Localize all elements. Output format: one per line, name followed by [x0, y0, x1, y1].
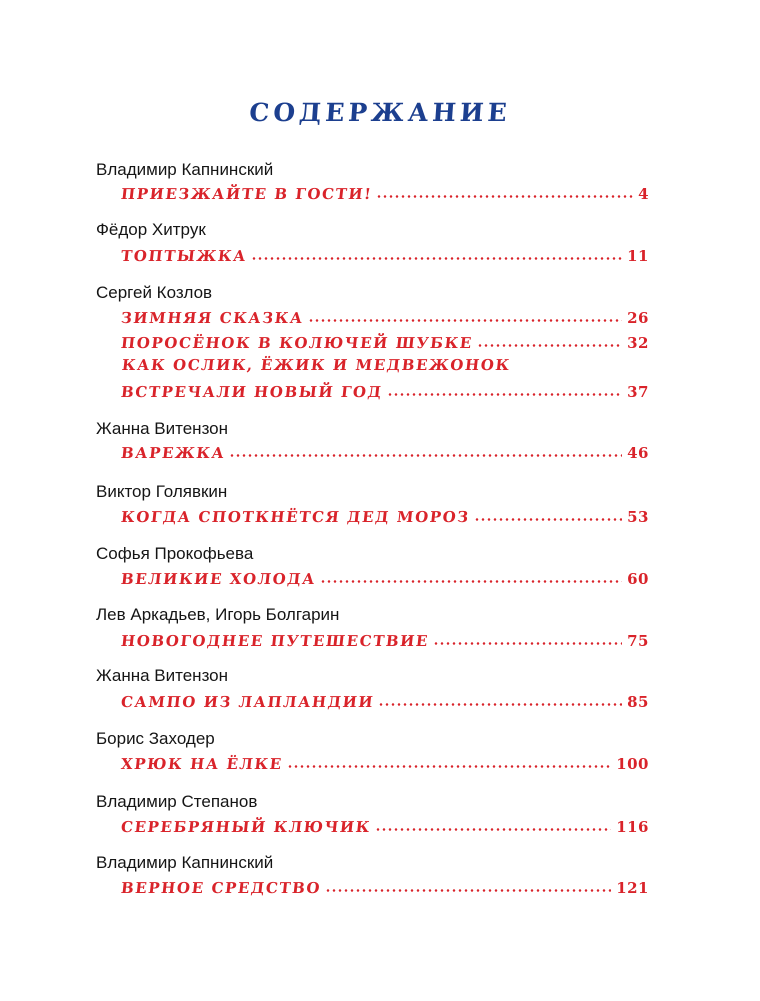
toc-entry[interactable]: [121, 379, 649, 401]
entry-title: ТОПТЫЖКА: [120, 247, 248, 265]
entry-title: ВАРЕЖКА: [120, 444, 227, 462]
toc-entry[interactable]: [121, 689, 649, 711]
dot-leader: [477, 344, 622, 347]
dot-leader: [229, 454, 622, 457]
page-number: 121: [616, 879, 649, 897]
author-name: Владимир Капнинский: [96, 853, 274, 872]
dot-leader: [376, 195, 633, 198]
entry-title: ХРЮК НА ЁЛКЕ: [120, 755, 284, 773]
page-number: 26: [627, 309, 649, 327]
page-number: 60: [627, 570, 649, 588]
author-name: Владимир Степанов: [96, 792, 258, 811]
page-title: СОДЕРЖАНИЕ: [248, 98, 512, 127]
author-name: Лев Аркадьев, Игорь Болгарин: [96, 605, 340, 624]
author-name: Фёдор Хитрук: [96, 220, 206, 239]
entry-title: НОВОГОДНЕЕ ПУТЕШЕСТВИЕ: [120, 632, 430, 650]
page-number: 116: [616, 818, 649, 836]
dot-leader: [320, 580, 622, 583]
entry-title-line-1[interactable]: КАК ОСЛИК, ЁЖИК И МЕДВЕЖОНОК: [121, 356, 512, 374]
dot-leader: [287, 765, 612, 768]
page-number: 37: [627, 383, 649, 401]
dot-leader: [378, 703, 622, 706]
page-number: 75: [627, 632, 649, 650]
dot-leader: [325, 889, 611, 892]
dot-leader: [308, 319, 622, 322]
entry-title: ПОРОСЁНОК В КОЛЮЧЕЙ ШУБКЕ: [120, 334, 474, 352]
dot-leader: [387, 393, 623, 396]
toc-entry[interactable]: [121, 440, 649, 462]
toc-entry[interactable]: [121, 305, 649, 327]
page-number: 46: [627, 444, 649, 462]
author-name: Софья Прокофьева: [96, 544, 254, 563]
entry-title: ВЕРНОЕ СРЕДСТВО: [120, 879, 323, 897]
author-name: Борис Заходер: [96, 729, 215, 748]
author-name: Жанна Витензон: [96, 419, 229, 438]
dot-leader: [474, 518, 622, 521]
author-name: Виктор Голявкин: [96, 482, 228, 501]
page-number: 85: [627, 693, 649, 711]
page-number: 32: [627, 334, 649, 352]
toc-entry[interactable]: [121, 504, 649, 526]
author-name: Владимир Капнинский: [96, 160, 274, 179]
page-number: 11: [627, 247, 649, 265]
entry-title: ЗИМНЯЯ СКАЗКА: [120, 309, 305, 327]
page-number: 4: [638, 185, 649, 203]
author-name: Жанна Витензон: [96, 666, 229, 685]
toc-entry[interactable]: [121, 243, 649, 265]
entry-title: ВЕЛИКИЕ ХОЛОДА: [120, 570, 317, 588]
entry-title: ПРИЕЗЖАЙТЕ В ГОСТИ!: [120, 185, 374, 203]
dot-leader: [375, 828, 611, 831]
toc-entry[interactable]: [121, 875, 649, 897]
toc-entry[interactable]: [121, 330, 649, 352]
author-name: Сергей Козлов: [96, 283, 213, 302]
page-number: 53: [627, 508, 649, 526]
toc-entry[interactable]: [121, 628, 649, 650]
toc-entry[interactable]: [121, 751, 649, 773]
entry-title: САМПО ИЗ ЛАПЛАНДИИ: [120, 693, 376, 711]
entry-title: СЕРЕБРЯНЫЙ КЛЮЧИК: [120, 818, 372, 836]
entry-title: ВСТРЕЧАЛИ НОВЫЙ ГОД: [120, 383, 384, 401]
dot-leader: [251, 257, 622, 260]
entry-title: КОГДА СПОТКНЁТСЯ ДЕД МОРОЗ: [120, 508, 471, 526]
toc-entry[interactable]: [121, 181, 649, 203]
toc-entry[interactable]: [121, 814, 649, 836]
dot-leader: [433, 642, 622, 645]
page-number: 100: [616, 755, 649, 773]
toc-entry[interactable]: [121, 566, 649, 588]
